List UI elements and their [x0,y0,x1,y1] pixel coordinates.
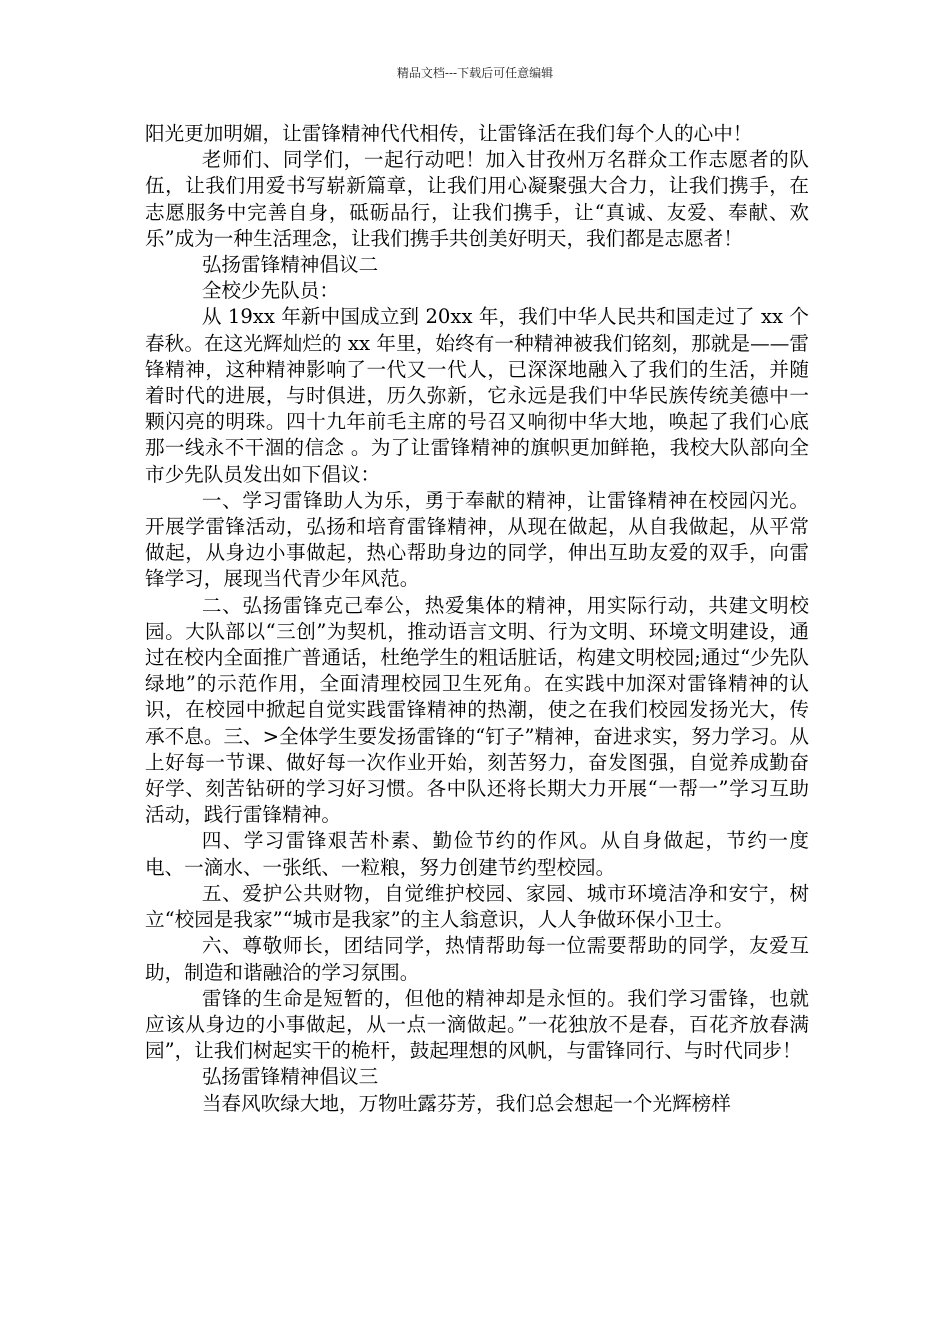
paragraph-proposal-4: 四、学习雷锋艰苦朴素、勤俭节约的作风。从自身做起，节约一度电、一滴水、一张纸、一粒粮，努力创建节约型校园。 [145,829,809,879]
page-header: 精品文档---下载后可任意编辑 [396,66,554,80]
paragraph-proposal-5: 五、爱护公共财物，自觉维护校园、家园、城市环境洁净和安宁，树立“校园是我家”“城市是我家”的主人翁意识，人人争做环保小卫士。 [145,881,809,932]
paragraph-conclusion: 雷锋的生命是短暂的，但他的精神却是永恒的。我们学习雷锋，也就应该从身边的小事做起，从一点一滴做起。”一花独放不是春，百花齐放春满园”，让我们树起实干的桅杆，鼓起理想的风帆，与雷锋同行、与时代同步！ [145,986,809,1063]
paragraph-proposal-1: 一、学习雷锋助人为乐，勇于奉献的精神，让雷锋精神在校园闪光。开展学雷锋活动，弘扬和培育雷锋精神，从现在做起，从自我做起，从平常做起，从身边小事做起，热心帮助身边的同学，伸出互助友爱的双手，向雷锋学习，展现当代青少年风范。 [145,488,809,591]
paragraph-volunteer-call: 老师们、同学们，一起行动吧！加入甘孜州万名群众工作志愿者的队伍，让我们用爱书写崭新篇章，让我们用心凝聚强大合力，让我们携手，在志愿服务中完善自身，砥砺品行，让我们携手，让“真诚、友爱、奉献、欢乐”成为一种生活理念，让我们携手共创美好明天，我们都是志愿者！ [145,148,809,250]
section-title-proposal-three: 弘扬雷锋精神倡议三 [201,1065,379,1089]
section-title-proposal-two: 弘扬雷锋精神倡议二 [201,253,379,277]
paragraph-intro: 从 19xx 年新中国成立到 20xx 年，我们中华人民共和国走过了 xx 个春秋。在这光辉灿烂的 xx 年里，始终有一种精神被我们铭刻，那就是——雷锋精神，这种精神影响了一代又一代人，已深深地融入了我们的生活，并随着时代的进展，与时俱进，历久弥新，它永远是我们中华民族传统美德中一颗闪亮的明珠。四十九年前毛主席的号召又响彻中华大地，唤起了我们心底那一线永不干涸的信念 。为了让雷锋精神的旗帜更加鲜艳，我校大队部向全市少先队员发出如下倡议： [145,305,809,486]
paragraph-closing-line: 阳光更加明媚，让雷锋精神代代相传，让雷锋活在我们每个人的心中！ [145,122,753,145]
paragraph-proposal-6: 六、尊敬师长，团结同学，热情帮助每一位需要帮助的同学，友爱互助，制造和谐融洽的学习氛围。 [145,934,809,984]
salutation: 全校少先队员： [201,279,339,303]
paragraph-proposal-three-intro: 当春风吹绿大地，万物吐露芬芳，我们总会想起一个光辉榜样 [201,1091,731,1115]
document-body [145,121,809,1117]
paragraph-proposal-2: 二、弘扬雷锋克己奉公，热爱集体的精神，用实际行动，共建文明校园。大队部以“三创”为契机，推动语言文明、行为文明、环境文明建设，通过在校内全面推广普通话，杜绝学生的粗话脏话，构建文明校园;通过“少先队绿地”的示范作用，全面清理校园卫生死角。在实践中加深对雷锋精神的认识，在校园中掀起自觉实践雷锋精神的热潮，使之在我们校园发扬光大，传承不息。三、>全体学生要发扬雷锋的“钉子”精神，奋进求实，努力学习。从上好每一节课、做好每一次作业开始，刻苦努力，奋发图强，自觉养成勤奋好学、刻苦钻研的学习好习惯。各中队还将长期大力开展“一帮一”学习互助活动，践行雷锋精神。 [145,593,809,827]
